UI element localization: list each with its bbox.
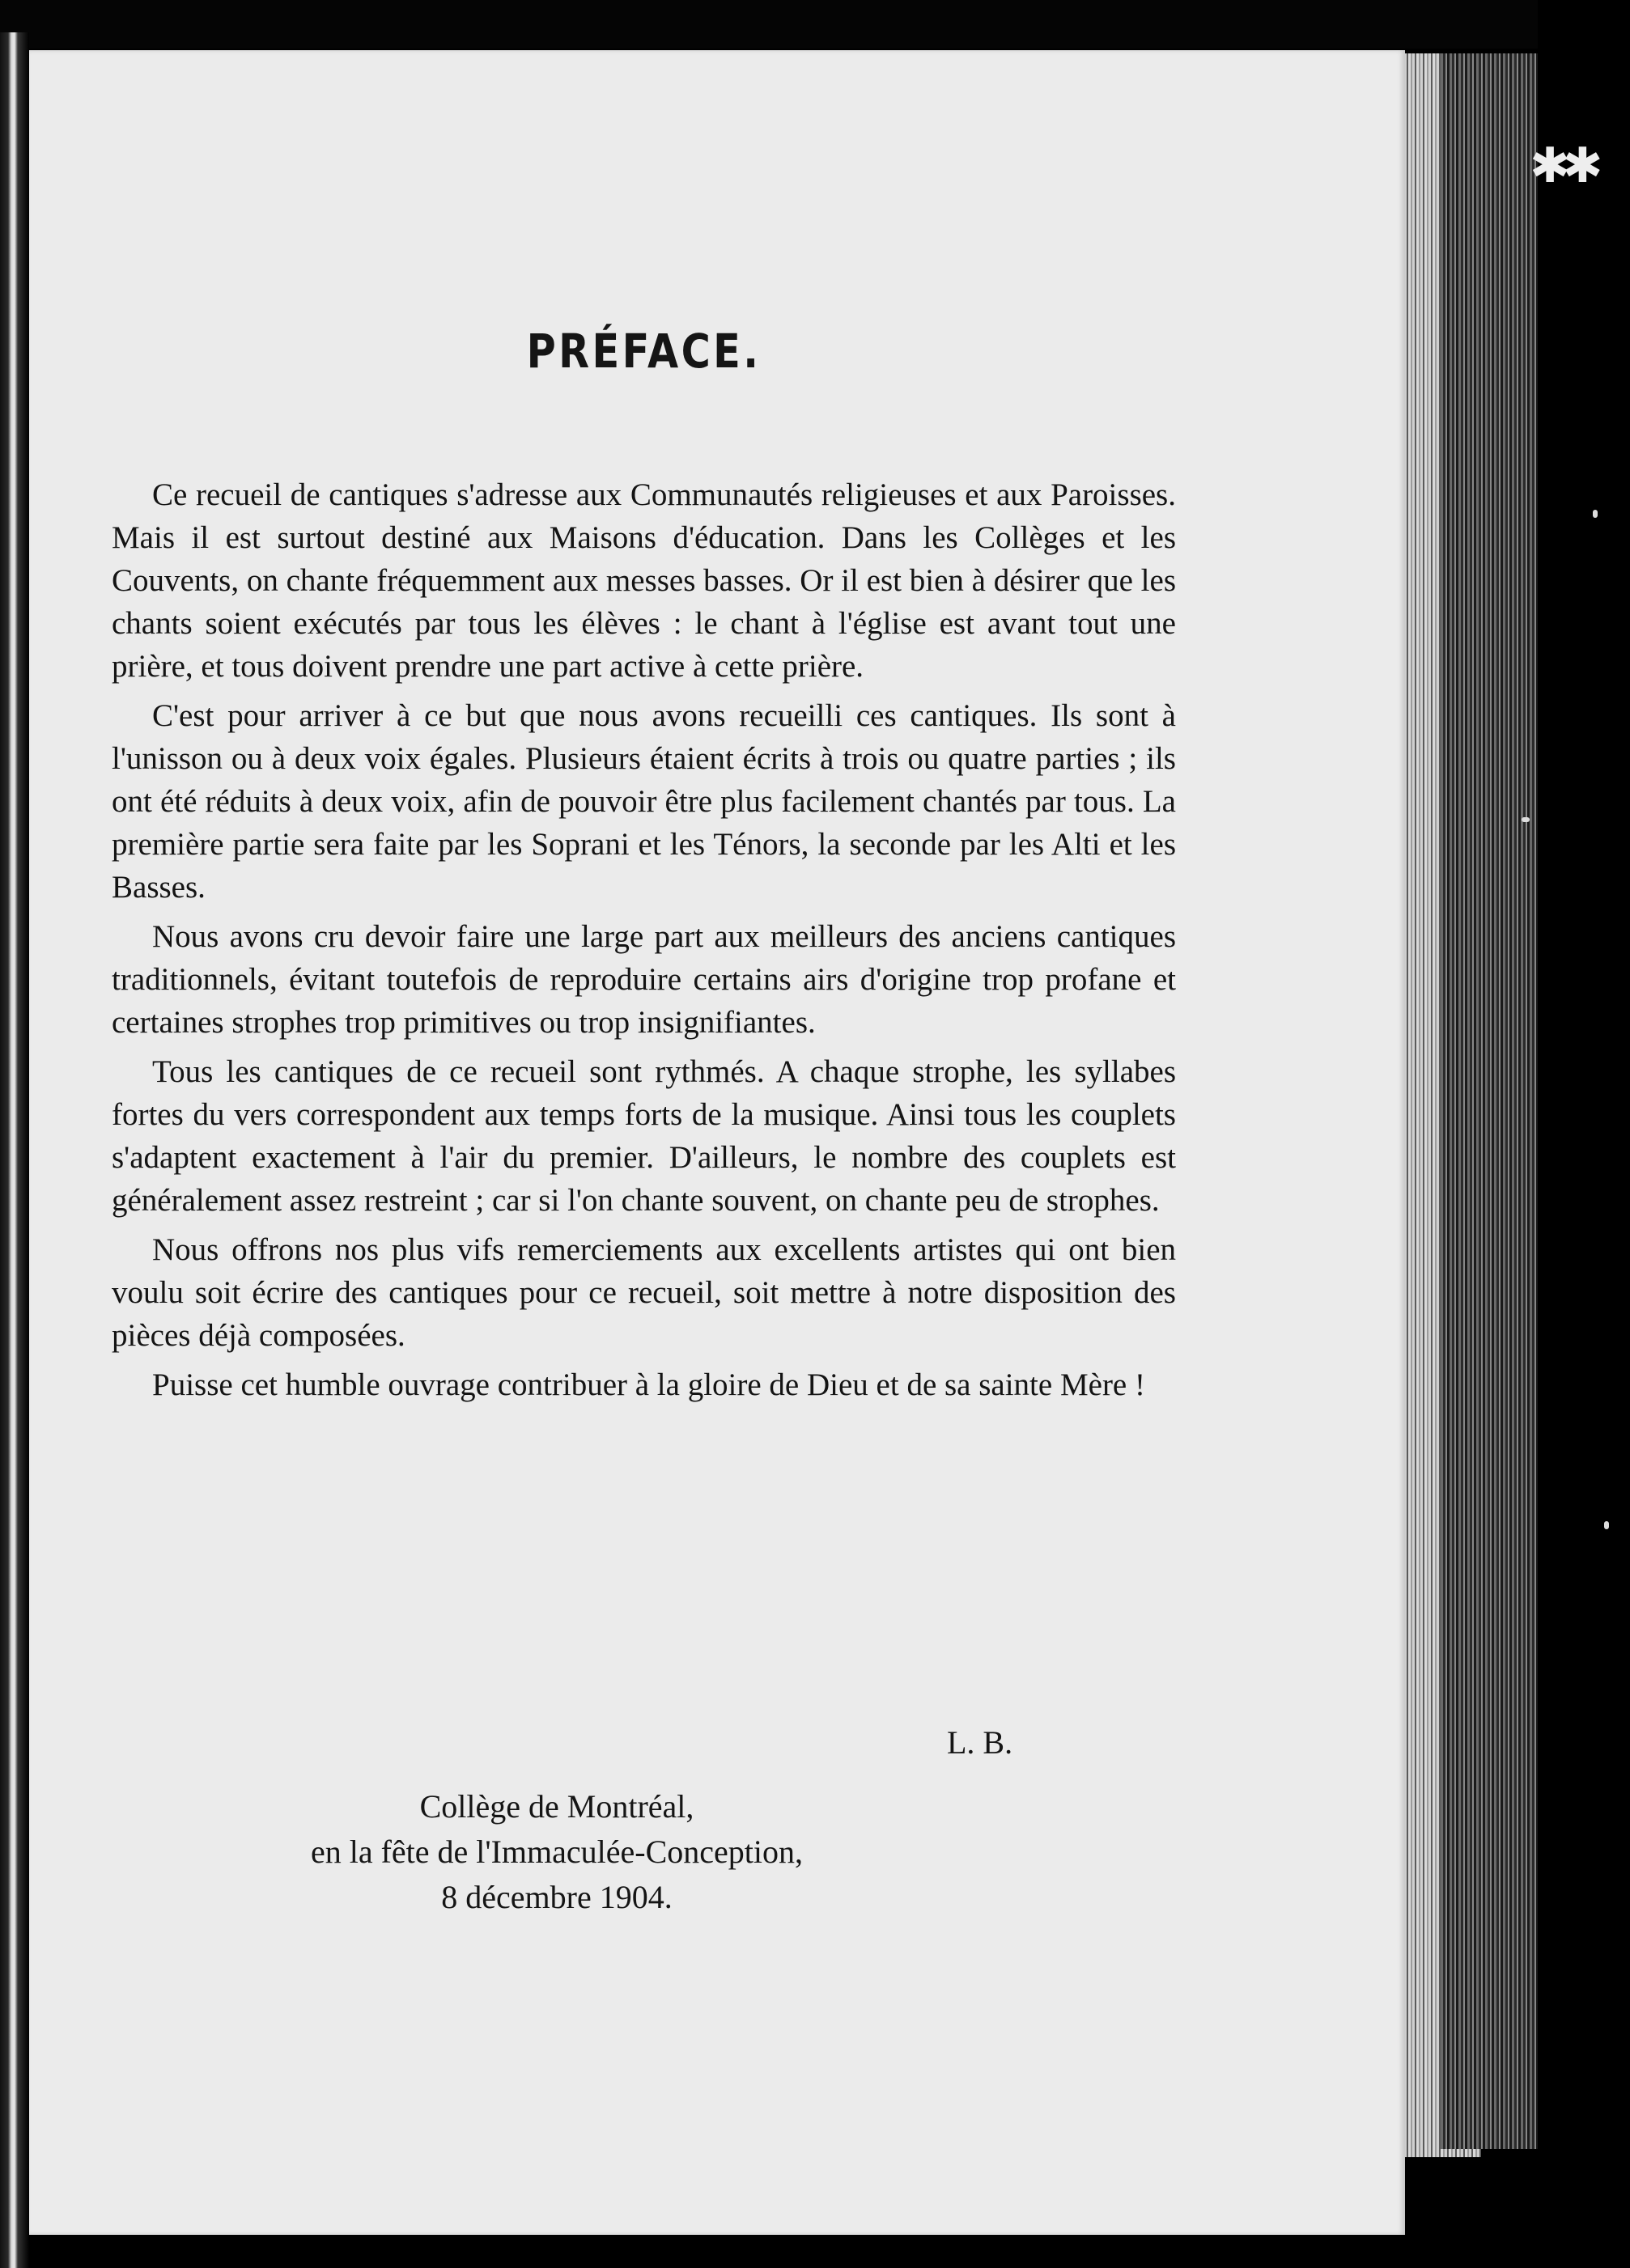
preface-body (112, 473, 1176, 1413)
scan-dot (1593, 510, 1598, 518)
paragraph: Puisse cet humble ouvrage contribuer à la gloire de Dieu et de sa sainte Mère ! (152, 1367, 1145, 1402)
scan-dot (1604, 1521, 1609, 1529)
scan-left-border (0, 32, 29, 2268)
book-page-edges-dark (1441, 53, 1538, 2149)
dateline (112, 1784, 1002, 1920)
scan-dot (1522, 817, 1530, 822)
scan-top-border (0, 0, 1630, 49)
dateline-line: Collège de Montréal, (419, 1788, 694, 1825)
page-title: PRÉFACE. (526, 324, 762, 379)
paragraph: Ce recueil de cantiques s'adresse aux Communautés religieuses et aux Paroisses. Mais il est surtout destiné aux Maisons d'éducation. Dans les Collèges et les Couvents, on chante fréquemment aux messes basses. Or il est bien à désirer que les chants soient exécutés par tous les élèves : le chant à l'église est avant tout une prière, et tous doivent prendre une part active à cette prière. (112, 477, 1176, 684)
signature: L. B. (947, 1724, 1013, 1761)
paragraph: Nous offrons nos plus vifs remerciements aux excellents artistes qui ont bien voulu soit écrire des cantiques pour ce recueil, soit mettre à notre disposition des pièces déjà composées. (112, 1232, 1176, 1353)
paragraph: Tous les cantiques de ce recueil sont rythmés. A chaque strophe, les syllabes fortes du vers correspondent aux temps forts de la musique. Ainsi tous les couplets s'adaptent exactement à l'air du premier. D'ailleurs, le nombre des couplets est généralement assez restreint ; car si l'on chante souvent, on chante peu de strophes. (112, 1054, 1176, 1218)
scan-speck: ✱✱ (1530, 139, 1595, 193)
paragraph: C'est pour arriver à ce but que nous avons recueilli ces cantiques. Ils sont à l'unisson ou à deux voix égales. Plusieurs étaient écrits à trois ou quatre parties ; ils ont été réduits à deux voix, afin de pouvoir être plus facilement chantés par tous. La première partie sera faite par les Soprani et les Ténors, la seconde par les Alti et les Basses. (112, 698, 1176, 905)
dateline-line: en la fête de l'Immaculée-Conception, (310, 1833, 804, 1870)
scan-right-border (1538, 0, 1630, 2268)
dateline-line: 8 décembre 1904. (441, 1879, 673, 1915)
paragraph: Nous avons cru devoir faire une large part aux meilleurs des anciens cantiques traditionnels, évitant toutefois de reproduire certains airs d'origine trop profane et certaines strophes trop primitives ou trop insignifiantes. (112, 919, 1176, 1040)
